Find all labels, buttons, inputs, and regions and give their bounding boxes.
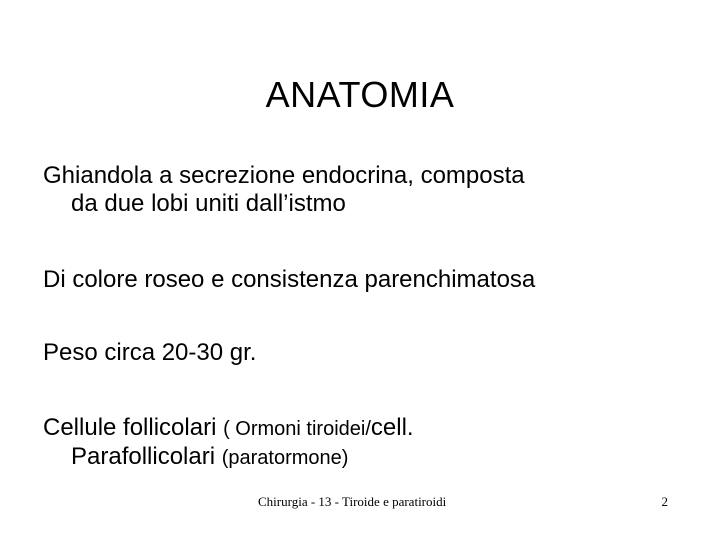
footer-course-title: Chirurgia - 13 - Tiroide e paratiroidi	[258, 494, 447, 509]
bullet-gland-description	[43, 162, 683, 218]
bullet-line: Peso circa 20-30 gr.	[43, 339, 257, 366]
slide-title: ANATOMIA	[265, 74, 455, 115]
bullet-line-part-small: (paratormone)	[221, 447, 349, 469]
bullet-line-continuation	[43, 443, 683, 472]
bullet-line-continuation: da due lobi uniti dall’istmo	[71, 190, 346, 217]
bullet-line-part-small: ( Ormoni tiroidei/	[223, 418, 371, 440]
bullet-weight	[43, 339, 683, 367]
bullet-color-consistency	[43, 266, 683, 294]
bullet-line: Di colore roseo e consistenza parenchimatosa	[43, 266, 536, 293]
bullet-line-part: cell.	[370, 414, 414, 441]
page-number: 2	[661, 494, 668, 509]
bullet-line-part: Cellule follicolari	[43, 414, 224, 441]
bullet-cells	[43, 414, 683, 472]
bullet-line: Ghiandola a secrezione endocrina, composta	[43, 162, 525, 189]
bullet-line-part: Parafollicolari	[71, 443, 222, 470]
